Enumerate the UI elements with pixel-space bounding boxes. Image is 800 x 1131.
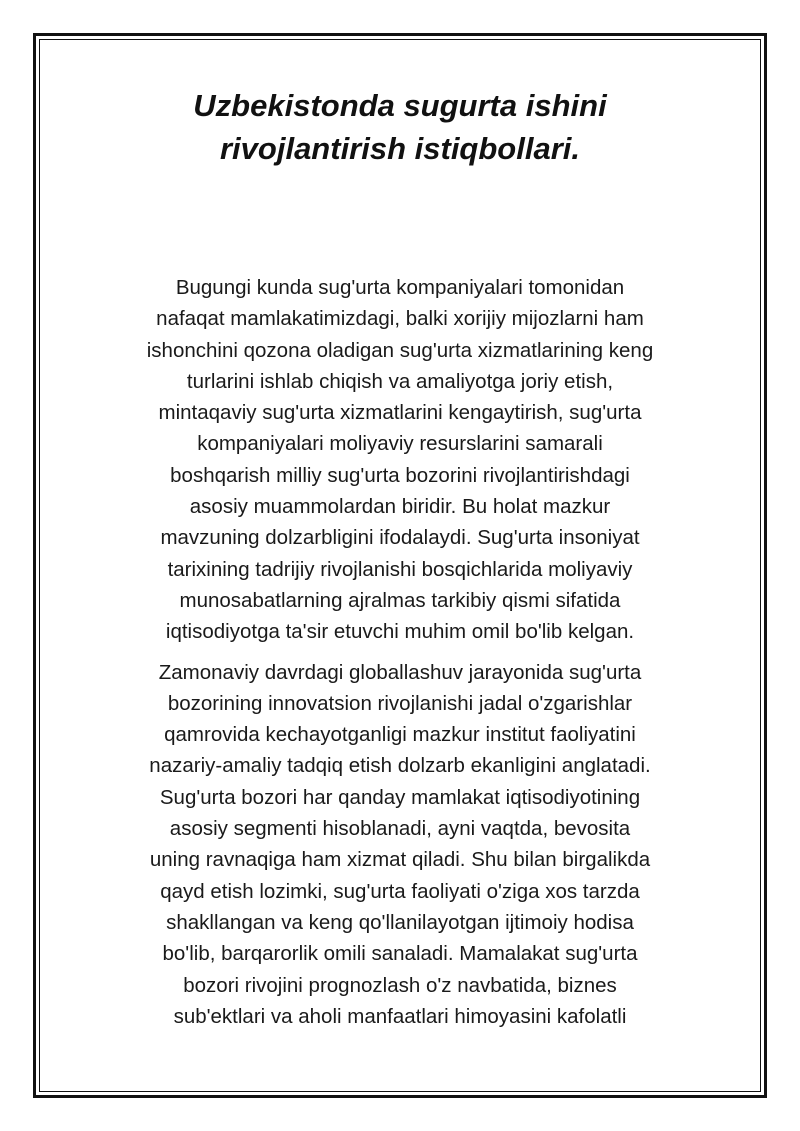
text-line: munosabatlarning ajralmas tarkibiy qismi sifatida: [179, 588, 621, 612]
title-line: Uzbekistonda sugurta ishini: [193, 88, 607, 123]
paragraph-1: [90, 272, 710, 648]
text-line: qamrovida kechayotganligi mazkur institut faoliyatini: [164, 723, 636, 747]
text-line: mintaqaviy sug'urta xizmatlarini kengaytirish, sug'urta: [158, 401, 642, 425]
text-line: bozori rivojini prognozlash o'z navbatida, biznes: [183, 973, 617, 997]
text-line: Sug'urta bozori har qanday mamlakat iqtisodiyotining: [159, 785, 641, 809]
text-line: Bugungi kunda sug'urta kompaniyalari tomonidan: [175, 276, 625, 299]
text-line: asosiy segmenti hisoblanadi, ayni vaqtda, bevosita: [169, 817, 631, 841]
document-body: [90, 272, 710, 1032]
text-line: asosiy muammolardan biridir. Bu holat mazkur: [189, 495, 611, 519]
text-line: qayd etish lozimki, sug'urta faoliyati o'ziga xos tarzda: [160, 879, 640, 903]
text-line: nazariy-amaliy tadqiq etish dolzarb ekanligini anglatadi.: [149, 754, 651, 778]
text-line: boshqarish milliy sug'urta bozorini rivojlantirishdagi: [170, 463, 630, 487]
text-line: bo'lib, barqarorlik omili sanaladi. Mamalakat sug'urta: [162, 942, 638, 966]
text-line: uning ravnaqiga ham xizmat qiladi. Shu bilan birgalikda: [149, 848, 651, 872]
text-line: nafaqat mamlakatimizdagi, balki xorijiy mijozlarni ham: [156, 307, 644, 331]
document-title: [40, 84, 760, 170]
text-line: mavzuning dolzarbligini ifodalaydi. Sug'urta insoniyat: [160, 526, 640, 550]
paragraph-2: [90, 657, 710, 1033]
text-line: Zamonaviy davrdagi globallashuv jarayonida sug'urta: [158, 660, 642, 684]
text-line: bozorining innovatsion rivojlanishi jadal o'zgarishlar: [167, 691, 633, 715]
text-line: tarixining tadrijiy rivojlanishi bosqichlarida moliyaviy: [167, 557, 633, 581]
text-line: ishonchini qozona oladigan sug'urta xizmatlarining keng: [146, 338, 654, 362]
text-line: iqtisodiyotga ta'sir etuvchi muhim omil bo'lib kelgan.: [165, 620, 635, 644]
text-line: kompaniyalari moliyaviy resurslarini samarali: [197, 432, 603, 456]
title-line: rivojlantirish istiqbollari.: [219, 131, 580, 166]
text-line: shakllangan va keng qo'llanilayotgan ijtimoiy hodisa: [166, 910, 634, 934]
text-line: sub'ektlari va aholi manfaatlari himoyasini kafolatli: [173, 1004, 627, 1028]
text-line: turlarini ishlab chiqish va amaliyotga joriy etish,: [186, 369, 614, 393]
